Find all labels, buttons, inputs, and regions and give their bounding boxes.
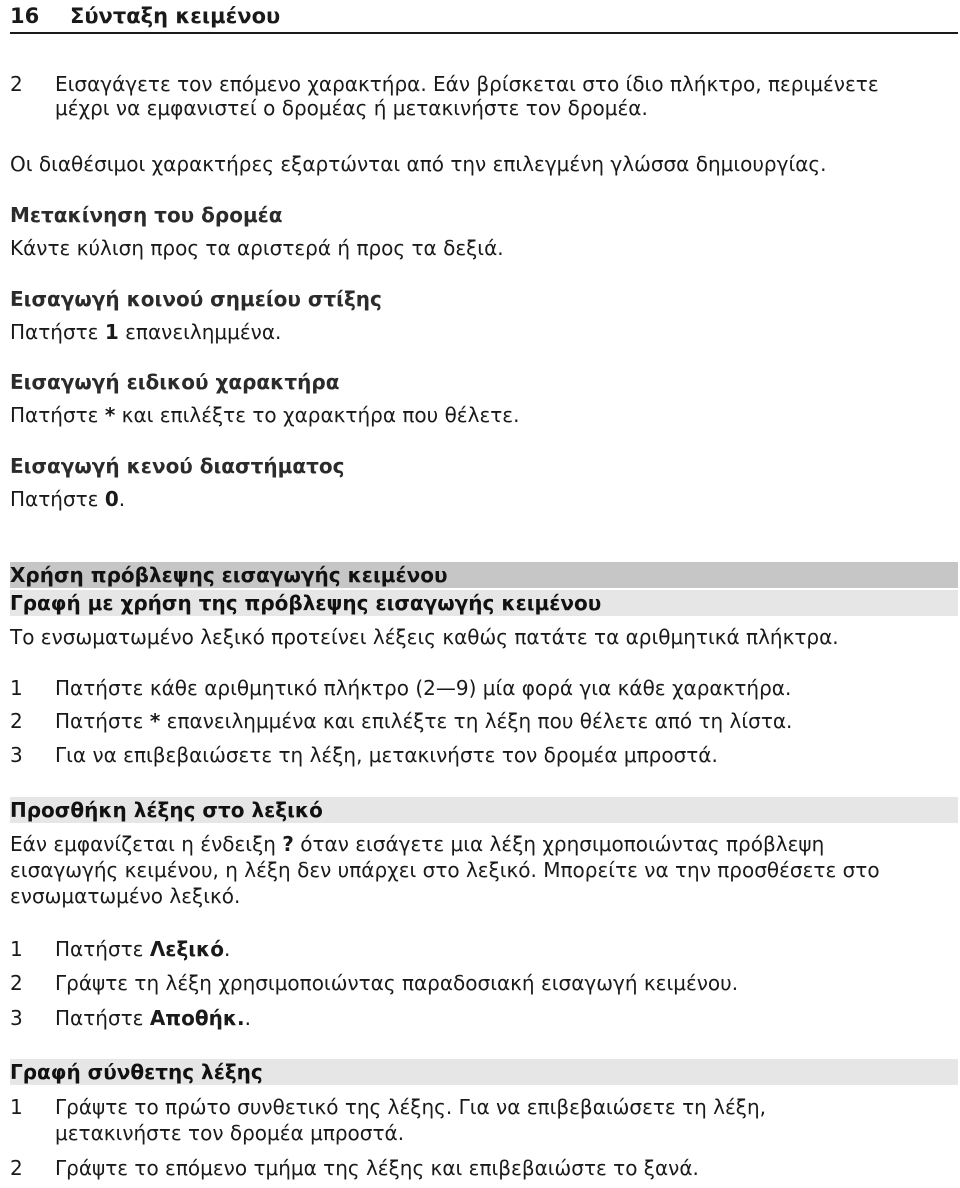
step-number: 2	[10, 72, 23, 96]
step-number: 3	[10, 1006, 23, 1030]
step-text: Γράψτε το πρώτο συνθετικό της λέξης. Για να επιβεβαιώσετε τη λέξη, μετακινήστε τον δρομέα μπροστά.	[55, 1095, 766, 1145]
paragraph-available-characters: Οι διαθέσιμοι χαρακτήρες εξαρτώνται από την επιλεγμένη γλώσσα δημιουργίας.	[10, 152, 827, 176]
heading-space: Εισαγωγή κενού διαστήματος	[10, 454, 345, 478]
step-text: Πατήστε Λεξικό.	[55, 937, 231, 961]
step-number: 2	[10, 1156, 23, 1180]
step-number: 1	[10, 676, 23, 700]
key-label: 1	[104, 320, 119, 344]
paragraph-special-character: Πατήστε * και επιλέξτε το χαρακτήρα που θέλετε.	[10, 403, 520, 427]
key-label: *	[104, 403, 116, 427]
step-text: Γράψτε τη λέξη χρησιμοποιώντας παραδοσιακή εισαγωγή κειμένου.	[55, 971, 739, 995]
key-label: 0	[104, 487, 119, 511]
section-title-predictive-text: Χρήση πρόβλεψης εισαγωγής κειμένου	[10, 562, 958, 588]
indicator-symbol: ?	[282, 832, 294, 856]
subsection-title-predictive-writing: Γραφή με χρήση της πρόβλεψης εισαγωγής κειμένου	[10, 590, 958, 616]
step-text: Για να επιβεβαιώσετε τη λέξη, μετακινήστε τον δρομέα μπροστά.	[55, 743, 718, 767]
step-text: Εισαγάγετε τον επόμενο χαρακτήρα. Εάν βρίσκεται στο ίδιο πλήκτρο, περιμένετε μέχρι να εμφανιστεί ο δρομέας ή μετακινήστε τον δρομέα.	[55, 72, 879, 120]
chapter-title: Σύνταξη κειμένου	[70, 4, 281, 28]
heading-move-cursor: Μετακίνηση του δρομέα	[10, 203, 283, 227]
step-number: 1	[10, 1095, 23, 1119]
step-number: 3	[10, 743, 23, 767]
heading-punctuation: Εισαγωγή κοινού σημείου στίξης	[10, 287, 382, 311]
step-text: Πατήστε * επανειλημμένα και επιλέξτε τη λέξη που θέλετε από τη λίστα.	[55, 709, 793, 733]
step-text: Πατήστε Αποθήκ..	[55, 1006, 252, 1030]
step-number: 2	[10, 971, 23, 995]
running-header	[10, 0, 958, 34]
subsection-title-compound-word: Γραφή σύνθετης λέξης	[10, 1059, 958, 1085]
step-text: Πατήστε κάθε αριθμητικό πλήκτρο (2—9) μία φορά για κάθε χαρακτήρα.	[55, 676, 792, 700]
key-label: *	[149, 709, 161, 733]
step-text: Γράψτε το επόμενο τμήμα της λέξης και επιβεβαιώστε το ξανά.	[55, 1156, 699, 1180]
paragraph-space: Πατήστε 0.	[10, 487, 126, 511]
paragraph-add-word: Εάν εμφανίζεται η ένδειξη ? όταν εισάγετε μια λέξη χρησιμοποιώντας πρόβλεψη εισαγωγής κειμένου, η λέξη δεν υπάρχει στο λεξικό. Μπορείτε να την προσθέσετε στο ενσωματωμένο λεξικό.	[10, 832, 880, 908]
subsection-title-add-word: Προσθήκη λέξης στο λεξικό	[10, 797, 958, 823]
heading-special-character: Εισαγωγή ειδικού χαρακτήρα	[10, 370, 340, 394]
manual-page	[10, 0, 958, 1188]
step-number: 2	[10, 709, 23, 733]
paragraph-move-cursor: Κάντε κύλιση προς τα αριστερά ή προς τα δεξιά.	[10, 236, 504, 260]
step-number: 1	[10, 937, 23, 961]
page-number: 16	[10, 4, 40, 28]
paragraph-predictive-intro: Το ενσωματωμένο λεξικό προτείνει λέξεις καθώς πατάτε τα αριθμητικά πλήκτρα.	[10, 625, 839, 649]
softkey-label: Λεξικό	[149, 937, 224, 961]
softkey-label: Αποθήκ.	[149, 1006, 245, 1030]
paragraph-punctuation: Πατήστε 1 επανειλημμένα.	[10, 320, 282, 344]
